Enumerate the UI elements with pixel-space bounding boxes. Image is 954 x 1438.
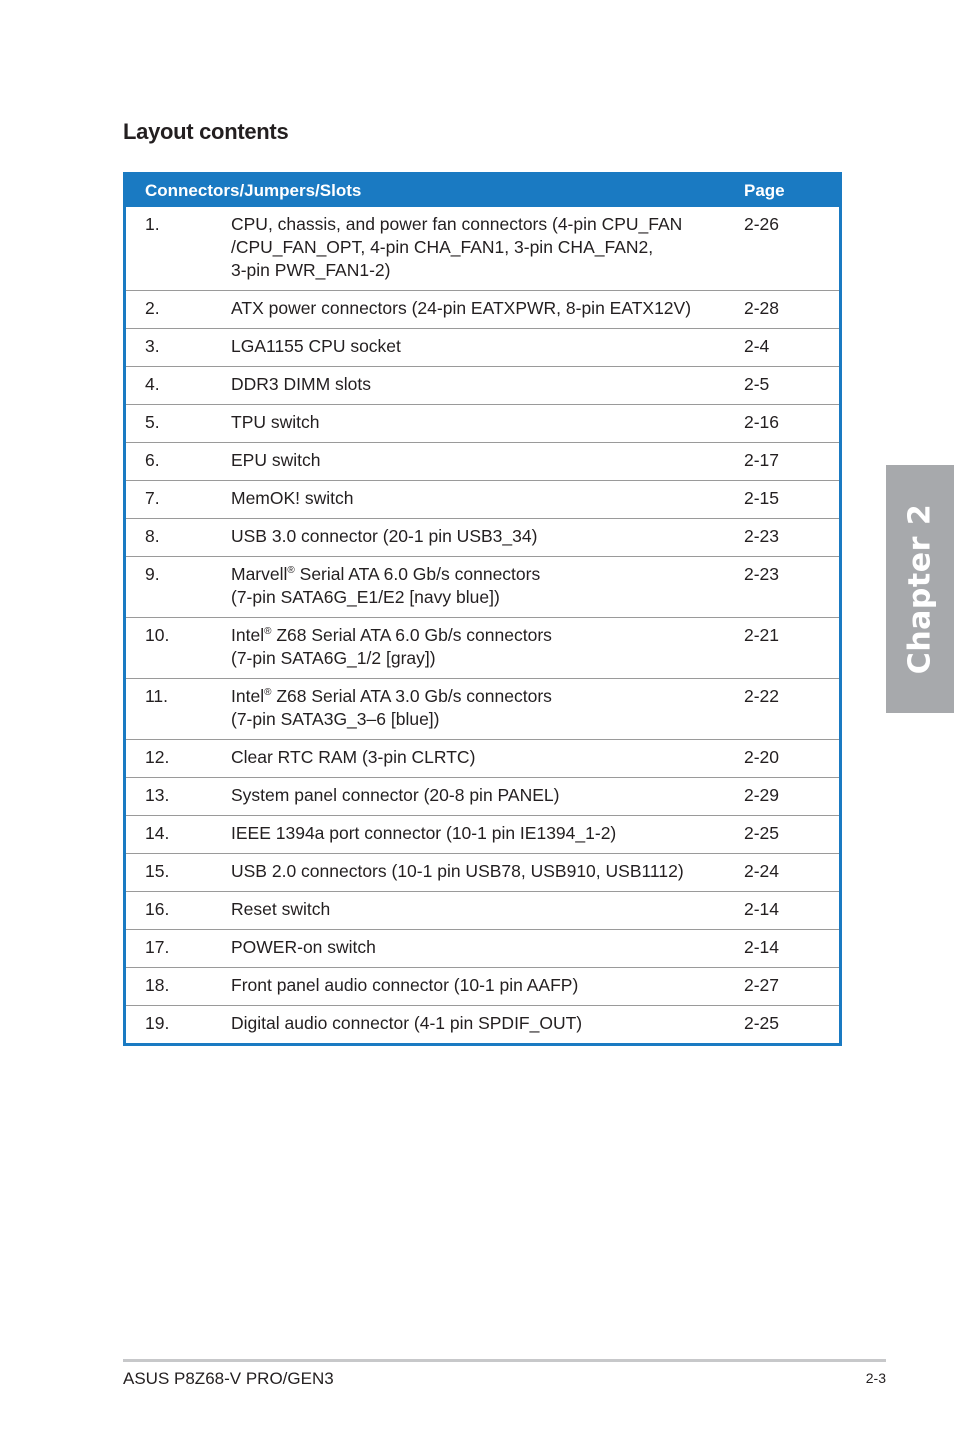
- row-number: 2.: [145, 298, 160, 318]
- description-text: EPU switch: [231, 450, 321, 470]
- row-description: [231, 519, 736, 557]
- description-text: ATX power connectors (24-pin EATXPWR, 8-pin EATX12V): [231, 298, 692, 318]
- row-number: 5.: [145, 412, 160, 432]
- description-line: [231, 335, 736, 358]
- description-line: [231, 525, 736, 548]
- description-text: POWER-on switch: [231, 937, 376, 957]
- section-title: Layout contents: [123, 119, 289, 144]
- description-line: [231, 236, 736, 259]
- description-text: Front panel audio connector (10-1 pin AAFP): [231, 975, 579, 995]
- row-number: 1.: [145, 214, 160, 234]
- registered-mark: ®: [264, 687, 272, 699]
- table-row: [126, 443, 839, 481]
- row-description: [231, 816, 736, 854]
- description-text-rest: Z68 Serial ATA 3.0 Gb/s connectors: [271, 686, 552, 706]
- description-line: [231, 373, 736, 396]
- description-text: DDR3 DIMM slots: [231, 374, 372, 394]
- registered-mark: ®: [264, 626, 272, 638]
- row-description: [231, 930, 736, 968]
- row-number: 17.: [145, 937, 170, 957]
- description-line: [231, 685, 736, 708]
- row-description: [231, 740, 736, 778]
- description-text: Marvell: [231, 564, 288, 584]
- description-line: [231, 563, 736, 586]
- description-text-rest: Z68 Serial ATA 6.0 Gb/s connectors: [271, 625, 552, 645]
- description-text: 3-pin PWR_FAN1-2): [231, 260, 391, 280]
- description-text: Digital audio connector (4-1 pin SPDIF_OUT): [231, 1013, 583, 1033]
- description-line: [231, 708, 736, 731]
- description-text-rest: Serial ATA 6.0 Gb/s connectors: [294, 564, 541, 584]
- description-text: Reset switch: [231, 899, 331, 919]
- description-text: Intel: [231, 625, 265, 645]
- row-description: [231, 618, 736, 679]
- row-page: 2-22: [744, 686, 780, 706]
- description-text: USB 3.0 connector (20-1 pin USB3_34): [231, 526, 538, 546]
- table-row: [126, 367, 839, 405]
- table-row: [126, 1006, 839, 1044]
- table-row: [126, 291, 839, 329]
- table-row: [126, 892, 839, 930]
- header-page: Page: [744, 181, 785, 200]
- row-description: [231, 207, 736, 291]
- footer-page-number: 2-3: [865, 1370, 886, 1386]
- row-number: 10.: [145, 625, 170, 645]
- description-line: [231, 936, 736, 959]
- row-page: 2-17: [744, 450, 780, 470]
- description-text: /CPU_FAN_OPT, 4-pin CHA_FAN1, 3-pin CHA_FAN2,: [231, 237, 654, 257]
- row-number: 3.: [145, 336, 160, 356]
- table-row: [126, 740, 839, 778]
- row-number: 8.: [145, 526, 160, 546]
- row-description: [231, 405, 736, 443]
- row-description: [231, 1006, 736, 1044]
- description-text: IEEE 1394a port connector (10-1 pin IE1394_1-2): [231, 823, 617, 843]
- description-text: LGA1155 CPU socket: [231, 336, 401, 356]
- description-line: [231, 297, 736, 320]
- description-line: [231, 822, 736, 845]
- row-description: [231, 854, 736, 892]
- row-description: [231, 892, 736, 930]
- row-page: 2-5: [744, 374, 770, 394]
- row-description: [231, 443, 736, 481]
- chapter-tab-label: Chapter 2: [902, 503, 938, 675]
- description-line: [231, 974, 736, 997]
- description-text: Intel: [231, 686, 265, 706]
- footer-divider: [123, 1359, 886, 1362]
- description-line: [231, 259, 736, 282]
- row-page: 2-23: [744, 564, 780, 584]
- row-description: [231, 557, 736, 618]
- row-page: 2-26: [744, 214, 780, 234]
- row-description: [231, 679, 736, 740]
- row-page: 2-27: [744, 975, 780, 995]
- layout-contents-table: [123, 172, 842, 1046]
- description-line: [231, 1012, 736, 1035]
- table-row: [126, 968, 839, 1006]
- row-number: 14.: [145, 823, 170, 843]
- row-number: 13.: [145, 785, 170, 805]
- row-description: [231, 481, 736, 519]
- table-header-row: [126, 175, 839, 207]
- row-page: 2-25: [744, 1013, 780, 1033]
- row-page: 2-14: [744, 937, 780, 957]
- table-row: [126, 816, 839, 854]
- description-line: [231, 898, 736, 921]
- row-description: [231, 291, 736, 329]
- row-description: [231, 329, 736, 367]
- table-row: [126, 519, 839, 557]
- table-row: [126, 778, 839, 816]
- contents-table: [126, 175, 839, 1043]
- row-page: 2-28: [744, 298, 780, 318]
- description-line: [231, 449, 736, 472]
- table-row: [126, 854, 839, 892]
- row-number: 15.: [145, 861, 170, 881]
- row-description: [231, 968, 736, 1006]
- description-line: [231, 860, 736, 883]
- row-page: 2-24: [744, 861, 780, 881]
- description-text: MemOK! switch: [231, 488, 354, 508]
- description-line: [231, 746, 736, 769]
- row-number: 18.: [145, 975, 170, 995]
- description-line: [231, 784, 736, 807]
- row-description: [231, 367, 736, 405]
- description-text: (7-pin SATA6G_E1/E2 [navy blue]): [231, 587, 500, 607]
- row-page: 2-15: [744, 488, 780, 508]
- table-row: [126, 930, 839, 968]
- description-text: (7-pin SATA6G_1/2 [gray]): [231, 648, 436, 668]
- header-connectors: Connectors/Jumpers/Slots: [145, 181, 362, 200]
- description-line: [231, 624, 736, 647]
- table-row: [126, 207, 839, 291]
- row-number: 4.: [145, 374, 160, 394]
- row-number: 9.: [145, 564, 160, 584]
- row-number: 16.: [145, 899, 170, 919]
- description-text: TPU switch: [231, 412, 320, 432]
- description-text: (7-pin SATA3G_3–6 [blue]): [231, 709, 440, 729]
- description-line: [231, 586, 736, 609]
- row-number: 12.: [145, 747, 170, 767]
- table-row: [126, 405, 839, 443]
- row-page: 2-20: [744, 747, 780, 767]
- description-text: Clear RTC RAM (3-pin CLRTC): [231, 747, 476, 767]
- description-line: [231, 411, 736, 434]
- row-page: 2-4: [744, 336, 770, 356]
- footer-product-name: ASUS P8Z68-V PRO/GEN3: [123, 1369, 334, 1388]
- row-page: 2-23: [744, 526, 780, 546]
- table-row: [126, 329, 839, 367]
- row-page: 2-29: [744, 785, 780, 805]
- table-row: [126, 679, 839, 740]
- registered-mark: ®: [287, 565, 295, 577]
- description-line: [231, 487, 736, 510]
- row-page: 2-21: [744, 625, 780, 645]
- table-row: [126, 618, 839, 679]
- table-row: [126, 481, 839, 519]
- row-number: 19.: [145, 1013, 170, 1033]
- table-row: [126, 557, 839, 618]
- row-number: 6.: [145, 450, 160, 470]
- description-text: USB 2.0 connectors (10-1 pin USB78, USB910, USB1112): [231, 861, 684, 881]
- row-page: 2-25: [744, 823, 780, 843]
- row-page: 2-16: [744, 412, 780, 432]
- row-number: 7.: [145, 488, 160, 508]
- description-line: [231, 213, 736, 236]
- description-text: System panel connector (20-8 pin PANEL): [231, 785, 560, 805]
- chapter-tab: [886, 465, 954, 713]
- row-number: 11.: [145, 686, 169, 706]
- description-text: CPU, chassis, and power fan connectors (4-pin CPU_FAN: [231, 214, 683, 234]
- row-page: 2-14: [744, 899, 780, 919]
- table-body: [126, 207, 839, 1043]
- row-description: [231, 778, 736, 816]
- description-line: [231, 647, 736, 670]
